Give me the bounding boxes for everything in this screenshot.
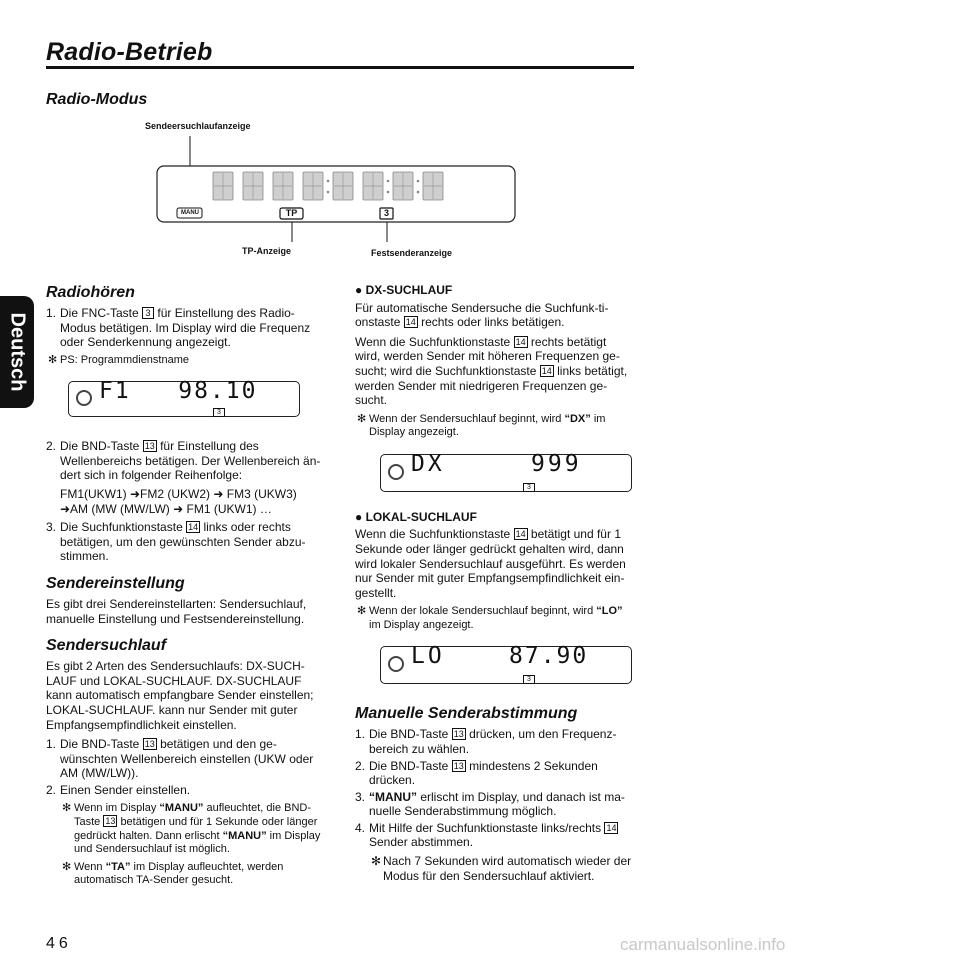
ss-step-2-text: Einen Sender einstellen. — [60, 782, 191, 797]
right-column — [355, 283, 633, 887]
note-manu — [60, 802, 324, 857]
key-14-icon: 14 — [541, 365, 552, 376]
m-step-3-b: erlischt im Display, und danach ist ma-nuelle Senderabstimmung möglich. — [369, 789, 625, 819]
m-step-3-num: 3. — [355, 789, 366, 804]
key-14-icon: 14 — [515, 336, 526, 347]
note-dx-text-a: Wenn der Sendersuchlauf beginnt, wird — [369, 412, 562, 425]
note-ps — [46, 354, 324, 368]
lcd-display-dx — [380, 450, 632, 492]
step-2-text-b: für Einstellung des Wellenbereichs betätigen. Der Wellenbereich än-dert sich in folgender Reihenfolge: — [60, 439, 321, 483]
preset-indicator: 3 — [383, 208, 389, 218]
note-dx-text-b: im Display angezeigt. — [369, 412, 606, 439]
m-step-4 — [355, 821, 633, 850]
key-3-icon: 3 — [142, 307, 154, 319]
key-14-icon: 14 — [515, 529, 526, 540]
step-3-num: 3. — [46, 520, 57, 535]
heading-sendersuchlauf: Sendersuchlauf — [46, 637, 167, 655]
note-ta-text-b: im Display aufleuchtet, werden automatisch TA-Sender gesucht. — [74, 860, 284, 887]
ss-step-1-text-b: betätigen und den ge-wünschten Wellenbereich einstellen (UKW oder AM (MW/LW)). — [60, 737, 314, 781]
sendersuchlauf-text: Es gibt 2 Arten des Sendersuchlaufs: DX-SUCH-LAUF und LOKAL-SUCHLAUF. DX-SUCHLAUF kann automatisch empfangbare Sender einstellen; LOKAL-SUCHLAUF. kann nur Sender mit guter Empfangsempfindlichkeit einstellen. — [46, 659, 314, 732]
heading-sendereinstellung: Sendereinstellung — [46, 575, 185, 593]
note-ps-text: PS: Programmdienstname — [60, 353, 189, 366]
language-tab — [0, 296, 34, 408]
page-title: Radio-Betrieb — [46, 38, 213, 66]
note-ta-text-a: Wenn — [74, 860, 103, 873]
title-rule — [46, 66, 634, 69]
lcd-display-lo — [380, 643, 632, 684]
m-step-1-b: drücken, um den Frequenz-bereich zu wählen. — [369, 727, 617, 756]
dx-text-2-a: Wenn die Suchfunktionstaste — [355, 334, 511, 349]
lcd-lo-preset: 3 — [523, 675, 535, 684]
step-1-num: 1. — [46, 306, 57, 320]
lcd-dx-preset: 3 — [523, 483, 535, 492]
heading-manual: Manuelle Senderabstimmung — [355, 705, 578, 723]
m-step-4-a: Mit Hilfe der Suchfunktionstaste links/rechts — [369, 820, 602, 835]
dx-text-1-b: rechts oder links betätigen. — [421, 315, 565, 330]
step-3 — [46, 520, 324, 564]
lcd-f1-text: F1 98.10 — [99, 378, 258, 405]
asterisk-icon: ✻ — [357, 412, 367, 425]
note-lo — [355, 605, 633, 632]
tp-indicator: TP — [285, 208, 298, 218]
key-13-icon: 13 — [144, 441, 155, 452]
note-lo-text-a: Wenn der lokale Sendersuchlauf beginnt, wird — [369, 605, 594, 618]
lcd-lo-right: 87.90 — [509, 643, 589, 670]
key-13-icon: 13 — [453, 760, 464, 771]
note-seven-seconds — [369, 854, 633, 883]
step-3-text-a: Die Suchfunktionstaste — [60, 520, 183, 535]
note-dx-term: “DX” — [564, 412, 591, 425]
note-dx — [355, 413, 633, 440]
note-lo-term: “LO” — [596, 605, 623, 618]
key-13-icon: 13 — [144, 739, 155, 750]
heading-radiohoeren: Radiohören — [46, 284, 135, 301]
bullet-icon: ● — [355, 283, 366, 297]
note-manu-term-2: “MANU” — [222, 829, 267, 842]
language-tab-label: Deutsch — [6, 312, 29, 392]
note-manu-text-c: betätigen und für 1 Sekunde oder länger gedrückt halten. Dann erlischt — [74, 816, 318, 842]
key-14-icon: 14 — [606, 822, 617, 833]
heading-dx-text: DX-SUCHLAUF — [365, 283, 453, 297]
asterisk-icon: ✻ — [357, 605, 367, 618]
dx-text-1-a: Für automatische Sendersuche die Suchfunk-ti-onstaste — [355, 300, 609, 330]
section-subtitle: Radio-Modus — [46, 91, 148, 108]
ss-step-1 — [46, 737, 324, 781]
m-step-2-b: mindestens 2 Sekunden drücken. — [369, 758, 598, 788]
heading-lokal — [355, 510, 633, 525]
key-13-icon: 13 — [105, 816, 116, 827]
band-sequence: FM1(UKW1) ➜FM2 (UKW2) ➜ FM3 (UKW3) ➜AM (MW (MW/LW) ➜ FM1 (UKW1) … — [60, 487, 297, 516]
lokal-text — [355, 527, 633, 600]
m-step-2-num: 2. — [355, 758, 366, 773]
key-14-icon: 14 — [405, 317, 416, 328]
step-2-text-a: Die BND-Taste — [60, 439, 140, 454]
asterisk-icon: ✻ — [48, 353, 58, 366]
lokal-text-b: betätigt und für 1 Sekunde oder länger gedrückt gehalten wird, dann wird lokaler Sendersuchlauf ausgeführt. Es werden nur Sender mit guter Empfangsempfindlichkeit ein-gestellt. — [355, 527, 626, 600]
dx-text-2-b: rechts betätigt wird, werden Sender mit höheren Frequenzen ge-sucht; wird die Suchfunktionstaste — [355, 334, 620, 378]
label-preset: Festsenderanzeige — [371, 248, 453, 258]
vol-knob-icon — [76, 390, 92, 406]
step-1-text-b: für Einstellung des Radio-Modus betätigen. Im Display wird die Frequenz oder Senderkennung angezeigt. — [60, 306, 311, 350]
m-step-1-num: 1. — [355, 727, 366, 742]
dx-text-1 — [355, 301, 633, 330]
dx-text-2-c: links betätigt, werden Sender mit niedrigeren Frequenzen ge-sucht. — [355, 363, 628, 408]
key-13-icon: 13 — [453, 729, 464, 740]
step-2-num: 2. — [46, 439, 57, 454]
step-3-text-b: links oder rechts betätigen, um den gewünschten Sender abzu-stimmen. — [60, 520, 306, 564]
asterisk-icon: ✻ — [62, 860, 72, 873]
key-14-icon: 14 — [188, 522, 199, 533]
heading-dx — [355, 283, 633, 298]
note-seven-seconds-text: Nach 7 Sekunden wird automatisch wieder der Modus für den Sendersuchlauf aktiviert. — [383, 854, 632, 883]
lcd-dx-right: 999 — [531, 450, 582, 477]
step-1 — [46, 306, 324, 350]
m-step-1-a: Die BND-Taste — [369, 727, 449, 742]
lcd-lo-left: LO — [411, 643, 445, 670]
label-tp: TP-Anzeige — [242, 246, 292, 256]
note-ta — [60, 861, 324, 888]
note-manu-text-d: im Display und Sendersuchlauf ist möglich. — [74, 829, 321, 856]
lcd-display-f1 — [68, 378, 300, 417]
label-scan-indicator: Sendeersuchlaufanzeige — [145, 121, 251, 131]
step-1-text-a: Die FNC-Taste — [60, 306, 139, 320]
step-2 — [46, 439, 324, 483]
m-step-2 — [355, 759, 633, 788]
page-number: 46 — [46, 935, 72, 952]
m-step-4-num: 4. — [355, 820, 366, 835]
m-step-4-b: Sender abstimmen. — [369, 835, 474, 850]
lcd-dx-left: DX — [411, 450, 445, 477]
ss-step-2 — [46, 783, 324, 798]
note-lo-text-b: im Display angezeigt. — [369, 618, 474, 631]
manu-indicator: MANU — [181, 210, 199, 216]
m-step-3 — [355, 790, 633, 819]
ss-step-1-num: 1. — [46, 737, 57, 752]
lokal-text-a: Wenn die Suchfunktionstaste — [355, 527, 511, 542]
display-diagram-svg — [140, 118, 540, 268]
watermark: carmanualsonline.info — [620, 935, 786, 954]
note-ta-term: “TA” — [105, 860, 131, 873]
display-diagram — [140, 118, 540, 268]
note-manu-term: “MANU” — [159, 801, 204, 814]
sendereinstellung-text: Es gibt drei Sendereinstellarten: Sendersuchlauf, manuelle Einstellung und Festsendereinstellung. — [46, 597, 307, 626]
heading-lokal-text: LOKAL-SUCHLAUF — [365, 509, 477, 524]
ss-step-1-text-a: Die BND-Taste — [60, 737, 140, 752]
m-step-3-term: “MANU” — [369, 789, 417, 804]
asterisk-icon: ✻ — [371, 854, 382, 869]
lcd-f1-preset: 3 — [213, 408, 225, 417]
m-step-2-a: Die BND-Taste — [369, 758, 449, 773]
dx-text-2 — [355, 335, 633, 408]
note-manu-text-a: Wenn im Display — [74, 801, 157, 814]
asterisk-icon: ✻ — [62, 801, 72, 814]
bullet-icon: ● — [355, 509, 366, 524]
m-step-1 — [355, 727, 633, 756]
vol-knob-icon — [388, 464, 404, 480]
left-column — [46, 283, 324, 892]
ss-step-2-num: 2. — [46, 782, 57, 797]
vol-knob-icon — [388, 656, 404, 672]
note-manu-text-b: aufleuchtet, die BND-Taste — [74, 801, 312, 829]
